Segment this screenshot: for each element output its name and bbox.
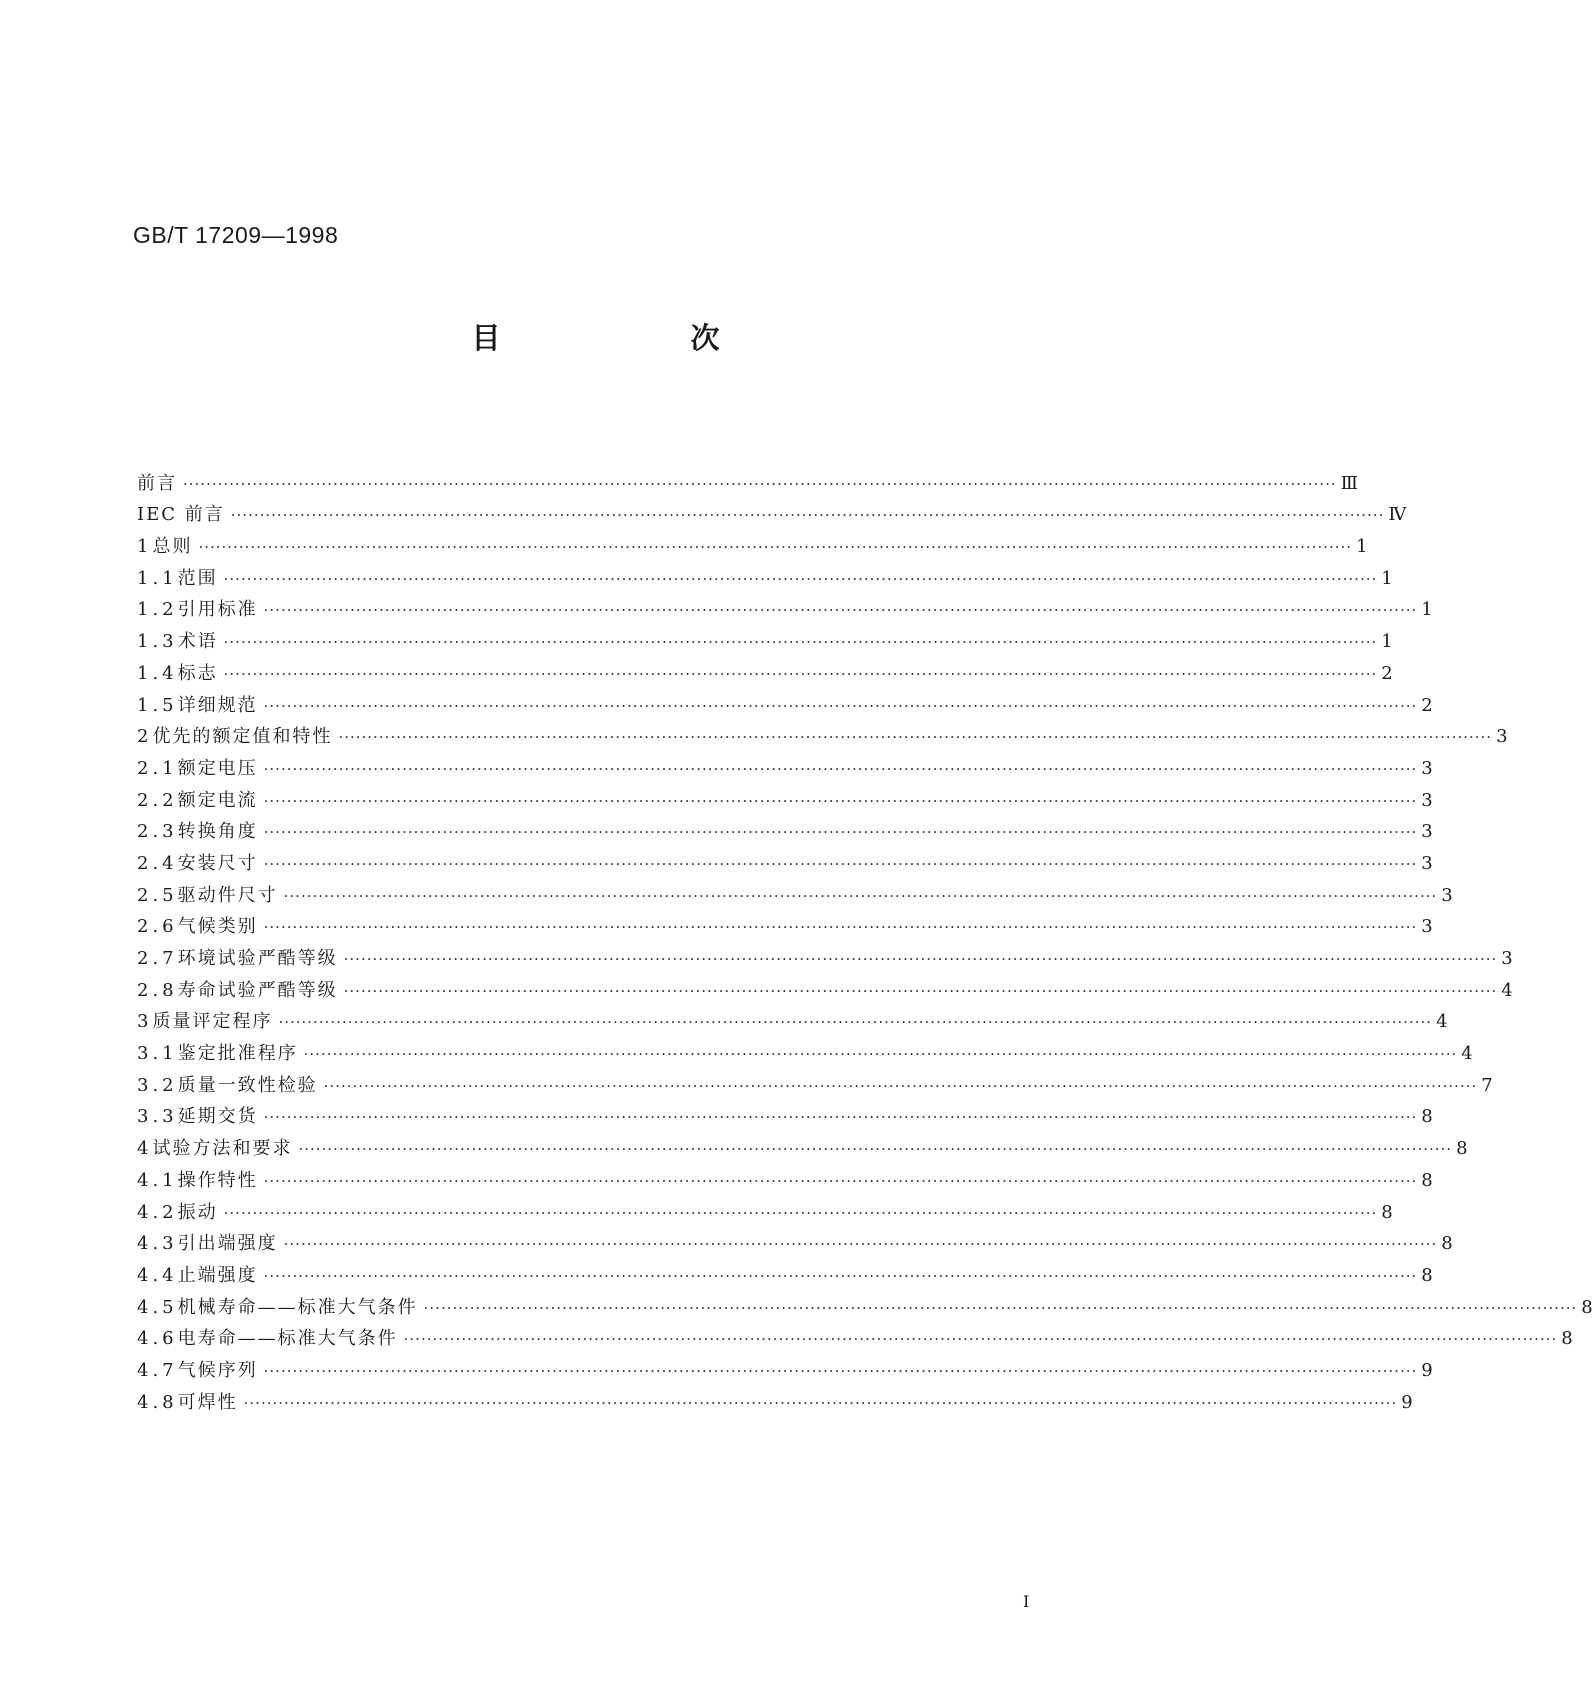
toc-entry-label: 电寿命——标准大气条件	[177, 1328, 398, 1350]
toc-entry-label: 气候序列	[177, 1359, 258, 1381]
toc-entry[interactable]	[137, 1097, 1433, 1129]
toc-entry-page: 4	[1501, 979, 1513, 1001]
toc-dot-leader: ········································································································································································································	[338, 728, 1493, 747]
toc-entry[interactable]	[137, 526, 1368, 558]
toc-entry-label: 额定电流	[177, 789, 258, 811]
toc-entry[interactable]	[137, 717, 1508, 749]
toc-entry-number: 2.5	[137, 884, 178, 906]
toc-entry-label: 转换角度	[177, 821, 258, 843]
toc-entry-number: 2.2	[137, 789, 178, 811]
toc-dot-leader: ········································································································································································································	[263, 791, 1418, 810]
toc-entry-page: 7	[1481, 1074, 1493, 1096]
toc-entry-page: 8	[1421, 1264, 1433, 1286]
toc-entry-number: 4.2	[137, 1201, 178, 1223]
toc-entry-page: 8	[1421, 1106, 1433, 1128]
toc-dot-leader: ········································································································································································································	[298, 1140, 1453, 1159]
toc-dot-leader: ········································································································································································································	[403, 1330, 1558, 1349]
toc-entry-page: 9	[1421, 1359, 1433, 1381]
toc-entry[interactable]	[137, 685, 1433, 717]
toc-entry-page: Ⅲ	[1340, 472, 1358, 494]
toc-dot-leader: ········································································································································································································	[423, 1298, 1578, 1317]
toc-entry[interactable]	[137, 970, 1513, 1002]
toc-dot-leader: ········································································································································································································	[283, 886, 1438, 905]
toc-entry-number: 4.7	[137, 1359, 178, 1381]
toc-entry-label: 机械寿命——标准大气条件	[177, 1296, 418, 1318]
toc-entry-page: 3	[1496, 726, 1508, 748]
toc-entry[interactable]	[137, 558, 1393, 590]
toc-entry-label: 延期交货	[177, 1106, 258, 1128]
toc-dot-leader: ········································································································································································································	[223, 569, 1378, 588]
toc-entry-label: 额定电压	[177, 757, 258, 779]
toc-entry[interactable]	[137, 1128, 1468, 1160]
toc-dot-leader: ········································································································································································································	[223, 664, 1378, 683]
toc-entry-number: 4.5	[137, 1296, 178, 1318]
toc-entry-number: 2.7	[137, 948, 178, 969]
toc-entry-number: 3.2	[137, 1074, 178, 1096]
toc-entry[interactable]	[137, 1065, 1493, 1097]
toc-entry-page: 9	[1401, 1391, 1413, 1413]
toc-entry-page: 4	[1436, 1011, 1448, 1033]
toc-entry-number: 2.4	[137, 852, 178, 874]
toc-entry-label: 可焊性	[177, 1391, 238, 1413]
toc-dot-leader: ········································································································································································································	[323, 1076, 1478, 1095]
toc-entry[interactable]	[137, 495, 1407, 527]
toc-entry-page: 3	[1421, 757, 1433, 779]
toc-entry-label: 安装尺寸	[177, 852, 258, 874]
toc-entry-page: 8	[1421, 1169, 1433, 1191]
toc-entry-number: 1.2	[137, 599, 178, 621]
toc-dot-leader: ········································································································································································································	[263, 1361, 1418, 1380]
toc-entry-page: 2	[1421, 694, 1433, 716]
toc-entry-label: 操作特性	[177, 1169, 258, 1191]
toc-entry-number: 2.1	[137, 757, 178, 779]
toc-entry[interactable]	[137, 1287, 1593, 1319]
toc-entry[interactable]	[137, 621, 1393, 653]
toc-entry[interactable]	[137, 1002, 1448, 1034]
toc-entry-label: IEC 前言	[137, 504, 225, 526]
toc-entry[interactable]	[137, 1350, 1433, 1382]
toc-entry-number: 4	[137, 1138, 153, 1160]
toc-entry[interactable]	[137, 938, 1513, 970]
toc-entry-label: 环境试验严酷等级	[177, 948, 338, 969]
toc-dot-leader: ········································································································································································································	[263, 601, 1418, 620]
toc-entry-number: 2.8	[137, 979, 178, 1001]
toc-entry-number: 3	[137, 1011, 153, 1033]
toc-entry-number: 4.3	[137, 1233, 178, 1255]
toc-entry-page: 1	[1381, 631, 1393, 653]
toc-entry[interactable]	[137, 748, 1433, 780]
toc-dot-leader: ········································································································································································································	[263, 759, 1418, 778]
toc-entry-page: 2	[1381, 662, 1393, 684]
toc-entry-number: 1	[137, 536, 153, 558]
table-of-contents	[137, 463, 1593, 1414]
toc-entry-label: 气候类别	[177, 916, 258, 938]
toc-entry[interactable]	[137, 590, 1433, 622]
toc-entry-page: 3	[1421, 852, 1433, 874]
toc-entry-number: 4.8	[137, 1391, 178, 1413]
toc-entry[interactable]	[137, 812, 1433, 844]
toc-entry[interactable]	[137, 780, 1433, 812]
toc-entry-page: 1	[1381, 567, 1393, 589]
toc-dot-leader: ········································································································································································································	[343, 950, 1498, 968]
toc-entry-number: 1.3	[137, 631, 178, 653]
toc-entry-label: 振动	[177, 1201, 218, 1223]
toc-entry-number: 2	[137, 726, 153, 748]
toc-entry[interactable]	[137, 1319, 1573, 1351]
toc-entry-page: 8	[1381, 1201, 1393, 1223]
toc-entry-label: 寿命试验严酷等级	[177, 979, 338, 1001]
toc-entry[interactable]	[137, 1382, 1413, 1414]
toc-dot-leader: ········································································································································································································	[230, 506, 1385, 525]
toc-entry-number: 1.5	[137, 694, 178, 716]
toc-entry-page: Ⅳ	[1388, 504, 1407, 526]
page-title: 目 次	[471, 321, 810, 355]
toc-entry-page: 1	[1421, 599, 1433, 621]
toc-dot-leader: ········································································································································································································	[263, 1171, 1418, 1190]
toc-entry-label: 质量一致性检验	[177, 1074, 318, 1096]
toc-entry-page: 3	[1501, 948, 1513, 969]
toc-entry-page: 8	[1561, 1328, 1573, 1350]
toc-entry-number: 2.6	[137, 916, 178, 938]
toc-entry-page: 4	[1461, 1043, 1473, 1065]
toc-entry[interactable]	[137, 907, 1433, 939]
toc-dot-leader: ········································································································································································································	[223, 633, 1378, 652]
toc-dot-leader: ········································································································································································································	[263, 696, 1418, 715]
toc-entry-page: 3	[1421, 789, 1433, 811]
toc-entry-label: 引用标准	[177, 599, 258, 621]
toc-dot-leader: ········································································································································································································	[303, 1045, 1458, 1064]
toc-dot-leader: ········································································································································································································	[243, 1393, 1398, 1412]
toc-entry-label: 术语	[177, 631, 218, 653]
toc-entry-page: 3	[1441, 884, 1453, 906]
toc-entry-label: 前言	[137, 472, 177, 494]
toc-entry-label: 优先的额定值和特性	[152, 726, 333, 748]
toc-entry-number: 4.6	[137, 1328, 178, 1350]
toc-entry-number: 1.4	[137, 662, 178, 684]
toc-entry[interactable]	[137, 463, 1358, 495]
toc-dot-leader: ········································································································································································································	[263, 823, 1418, 842]
toc-entry-number: 4.4	[137, 1264, 178, 1286]
toc-entry-page: 3	[1421, 916, 1433, 938]
toc-entry-page: 8	[1441, 1233, 1453, 1255]
toc-entry-label: 总则	[152, 536, 193, 558]
standard-code: GB/T 17209—1998	[133, 222, 339, 248]
toc-entry[interactable]	[137, 1192, 1393, 1224]
toc-entry-page: 8	[1456, 1138, 1468, 1160]
toc-entry-page: 1	[1356, 536, 1368, 558]
toc-entry-label: 引出端强度	[177, 1233, 278, 1255]
toc-entry-label: 驱动件尺寸	[177, 884, 278, 906]
toc-entry-label: 范围	[177, 567, 218, 589]
toc-entry-page: 8	[1581, 1296, 1593, 1318]
toc-entry-label: 标志	[177, 662, 218, 684]
toc-entry[interactable]	[137, 1033, 1473, 1065]
toc-entry-number: 2.3	[137, 821, 178, 843]
toc-dot-leader: ········································································································································································································	[283, 1235, 1438, 1254]
toc-dot-leader: ········································································································································································································	[198, 538, 1353, 557]
toc-dot-leader: ········································································································································································································	[263, 918, 1418, 937]
toc-entry-label: 详细规范	[177, 694, 258, 716]
toc-dot-leader: ········································································································································································································	[263, 854, 1418, 873]
toc-entry-page: 3	[1421, 821, 1433, 843]
toc-entry[interactable]	[137, 1224, 1453, 1256]
toc-dot-leader: ········································································································································································································	[263, 1266, 1418, 1285]
toc-entry-number: 1.1	[137, 567, 178, 589]
toc-entry-label: 试验方法和要求	[152, 1138, 293, 1160]
page-folio: Ⅰ	[1023, 1592, 1030, 1611]
toc-entry-label: 鉴定批准程序	[177, 1043, 298, 1065]
toc-entry[interactable]	[137, 1255, 1433, 1287]
toc-dot-leader: ········································································································································································································	[183, 474, 1337, 493]
toc-entry[interactable]	[137, 875, 1453, 907]
toc-dot-leader: ········································································································································································································	[343, 981, 1498, 1000]
toc-dot-leader: ········································································································································································································	[223, 1203, 1378, 1222]
toc-entry-number: 3.3	[137, 1106, 178, 1128]
toc-entry[interactable]	[137, 653, 1393, 685]
toc-entry-number: 3.1	[137, 1043, 178, 1065]
toc-entry-number: 4.1	[137, 1169, 178, 1191]
toc-entry[interactable]	[137, 843, 1433, 875]
toc-entry-label: 止端强度	[177, 1264, 258, 1286]
toc-entry[interactable]	[137, 1160, 1433, 1192]
toc-dot-leader: ········································································································································································································	[278, 1013, 1433, 1032]
toc-entry-label: 质量评定程序	[152, 1011, 273, 1033]
toc-dot-leader: ········································································································································································································	[263, 1108, 1418, 1127]
